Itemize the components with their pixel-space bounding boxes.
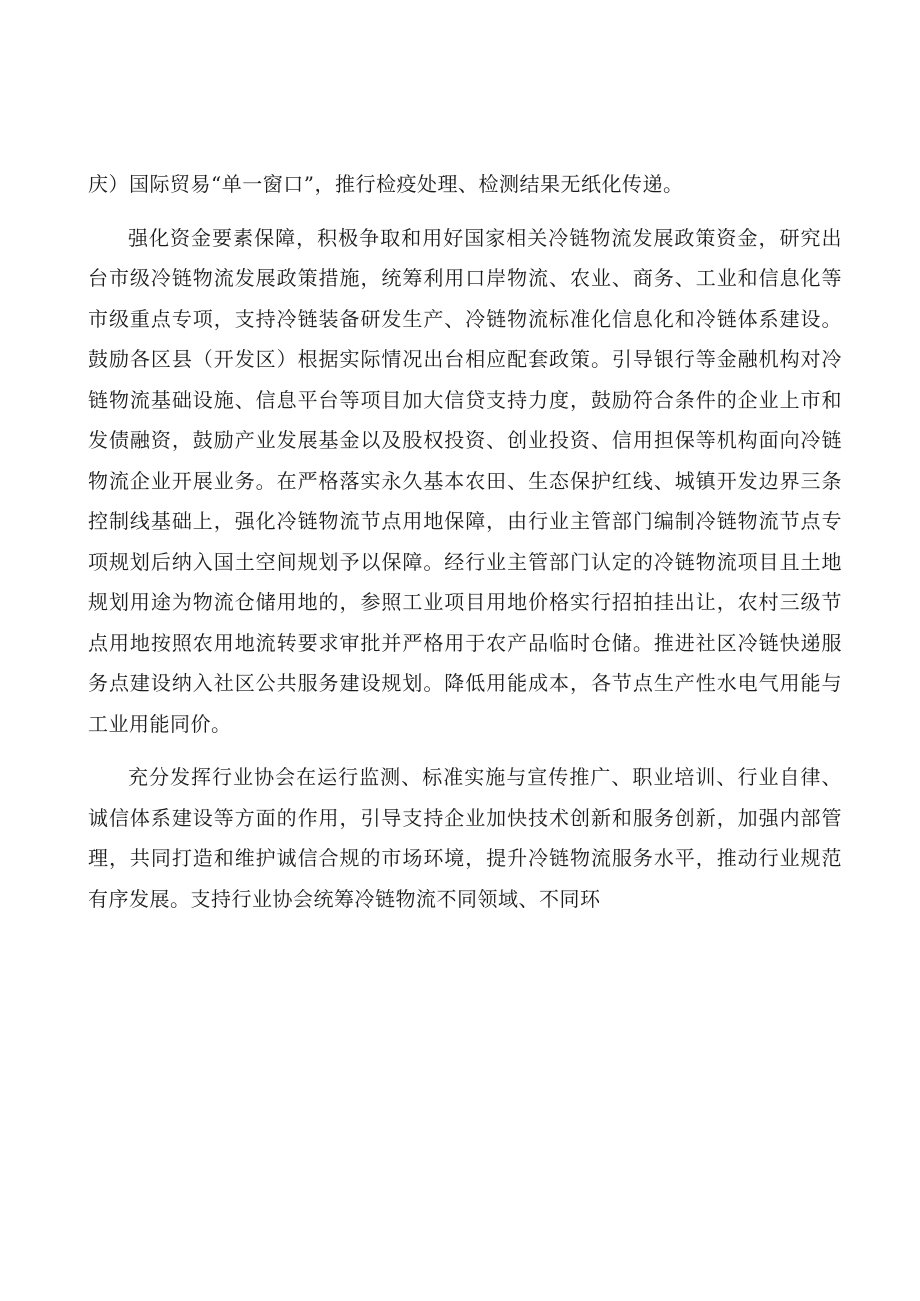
paragraph-continuation: 庆）国际贸易“单一窗口”，推行检疫处理、检测结果无纸化传递。 [88,172,684,196]
document-body [88,164,842,919]
paragraph-funding-guarantee: 强化资金要素保障，积极争取和用好国家相关冷链物流发展政策资金，研究出台市级冷链物流发展政策措施，统筹利用口岸物流、农业、商务、工业和信息化等市级重点专项，支持冷链装备研发生产、冷链物流标准化信息化和冷链体系建设。鼓励各区县（开发区）根据实际情况出台相应配套政策。引导银行等金融机构对冷链物流基础设施、信息平台等项目加大信贷支持力度，鼓励符合条件的企业上市和发债融资，鼓励产业发展基金以及股权投资、创业投资、信用担保等机构面向冷链物流企业开展业务。在严格落实永久基本农田、生态保护红线、城镇开发边界三条控制线基础上，强化冷链物流节点用地保障，由行业主管部门编制冷链物流节点专项规划后纳入国土空间规划予以保障。经行业主管部门认定的冷链物流项目且土地规划用途为物流仓储用地的，参照工业项目用地价格实行招拍挂出让，农村三级节点用地按照农用地流转要求审批并严格用于农产品临时仓储。推进社区冷链快递服务点建设纳入社区公共服务建设规划。降低用能成本，各节点生产性水电气用能与工业用能同价。 [88,225,842,736]
paragraph-industry-associations: 充分发挥行业协会在运行监测、标准实施与宣传推广、职业培训、行业自律、诚信体系建设等方面的作用，引导支持企业加快技术创新和服务创新，加强内部管理，共同打造和维护诚信合规的市场环境，提升冷链物流服务水平，推动行业规范有序发展。支持行业协会统筹冷链物流不同领域、不同环 [88,765,842,911]
